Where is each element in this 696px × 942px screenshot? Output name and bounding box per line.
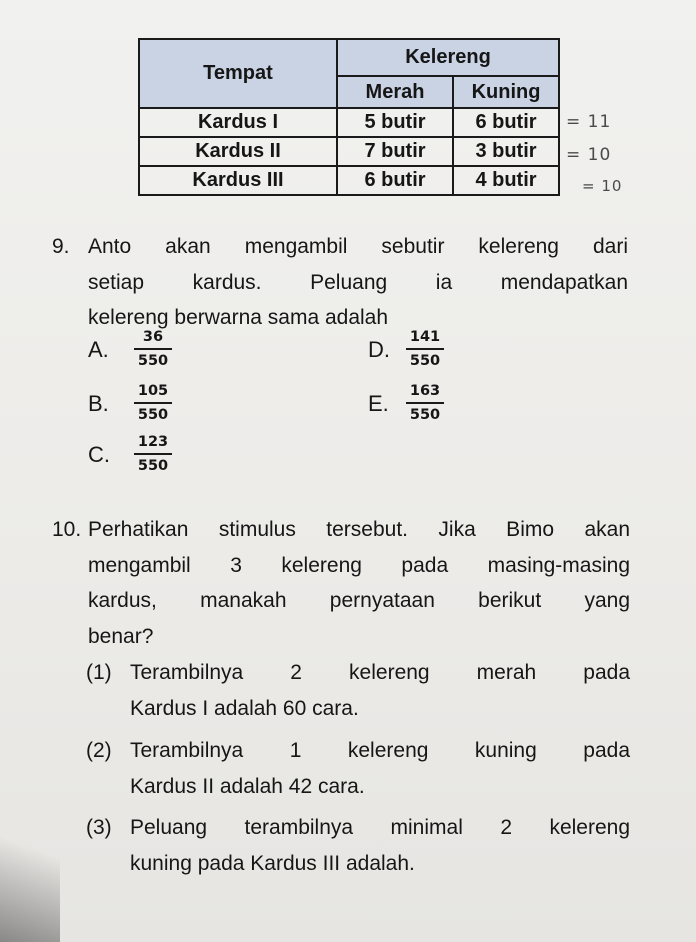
q10-line: mengambil 3 kelereng pada masing-masing — [88, 553, 630, 577]
q10-line: kardus, manakah pernyataan berikut yang — [88, 589, 630, 612]
fraction-denominator: 550 — [409, 353, 441, 369]
option-fraction-c[interactable] — [134, 434, 172, 474]
statement-line: Terambilnya 1 kelereng kuning pada — [130, 739, 630, 762]
fraction-numerator: 163 — [406, 383, 444, 404]
statement-line: kuning pada Kardus III adalah. — [130, 851, 415, 875]
option-fraction-e[interactable] — [406, 383, 444, 423]
fraction-numerator: 123 — [134, 434, 172, 455]
option-letter-a: A. — [88, 337, 109, 362]
statement-line: Terambilnya 2 kelereng merah pada — [130, 661, 630, 684]
fraction-denominator: 550 — [409, 407, 441, 423]
cell-merah: 7 butir — [337, 137, 453, 166]
cell-tempat: Kardus III — [139, 166, 337, 195]
fraction-numerator: 36 — [134, 329, 172, 350]
table-header-row — [139, 39, 559, 76]
q9-text — [88, 229, 628, 336]
statement-line: Kardus II adalah 42 cara. — [130, 774, 365, 798]
q9-line: Anto akan mengambil sebutir kelereng dari — [88, 235, 628, 258]
header-merah: Merah — [337, 76, 453, 108]
fraction-numerator: 105 — [134, 383, 172, 404]
option-letter-d: D. — [368, 337, 390, 362]
statement-line: Kardus I adalah 60 cara. — [130, 696, 359, 720]
q10-line: Perhatikan stimulus tersebut. Jika Bimo akan — [88, 518, 630, 541]
statement-3 — [130, 810, 630, 881]
table-row — [139, 166, 559, 195]
option-letter-c: C. — [88, 442, 110, 467]
option-letter-e: E. — [368, 391, 389, 416]
cell-kuning: 3 butir — [453, 137, 559, 166]
q9-line: setiap kardus. Peluang ia mendapatkan — [88, 270, 628, 294]
cell-tempat: Kardus I — [139, 108, 337, 137]
option-letter-b: B. — [88, 391, 109, 416]
fraction-denominator: 550 — [137, 458, 169, 474]
cell-kuning: 6 butir — [453, 108, 559, 137]
marble-table — [138, 38, 560, 196]
fraction-denominator: 550 — [137, 353, 169, 369]
q9-line: kelereng berwarna sama adalah — [88, 306, 389, 329]
header-kelereng: Kelereng — [337, 39, 559, 76]
option-fraction-b[interactable] — [134, 383, 172, 423]
statement-1 — [130, 655, 630, 726]
table-row — [139, 108, 559, 137]
fraction-denominator: 550 — [137, 407, 169, 423]
statement-2 — [130, 733, 630, 804]
cell-merah: 6 butir — [337, 166, 453, 195]
cell-tempat: Kardus II — [139, 137, 337, 166]
q10-line: benar? — [88, 624, 154, 648]
table-row — [139, 137, 559, 166]
header-tempat: Tempat — [139, 39, 337, 108]
cell-kuning: 4 butir — [453, 166, 559, 195]
handwritten-note: = 10 — [566, 145, 612, 165]
handwritten-note: = 10 — [582, 177, 623, 195]
statement-label: (3) — [86, 816, 112, 839]
option-fraction-d[interactable] — [406, 329, 444, 369]
statement-label: (2) — [86, 739, 112, 762]
cell-merah: 5 butir — [337, 108, 453, 137]
header-kuning: Kuning — [453, 76, 559, 108]
fraction-numerator: 141 — [406, 329, 444, 350]
option-fraction-a[interactable] — [134, 329, 172, 369]
q10-text — [88, 512, 630, 654]
page-edge-shadow — [0, 812, 60, 942]
statement-line: Peluang terambilnya minimal 2 kelereng — [130, 816, 630, 839]
statement-label: (1) — [86, 661, 112, 684]
q10-number: 10. — [52, 518, 82, 541]
q9-number: 9. — [52, 235, 70, 258]
handwritten-note: = 11 — [566, 112, 612, 132]
